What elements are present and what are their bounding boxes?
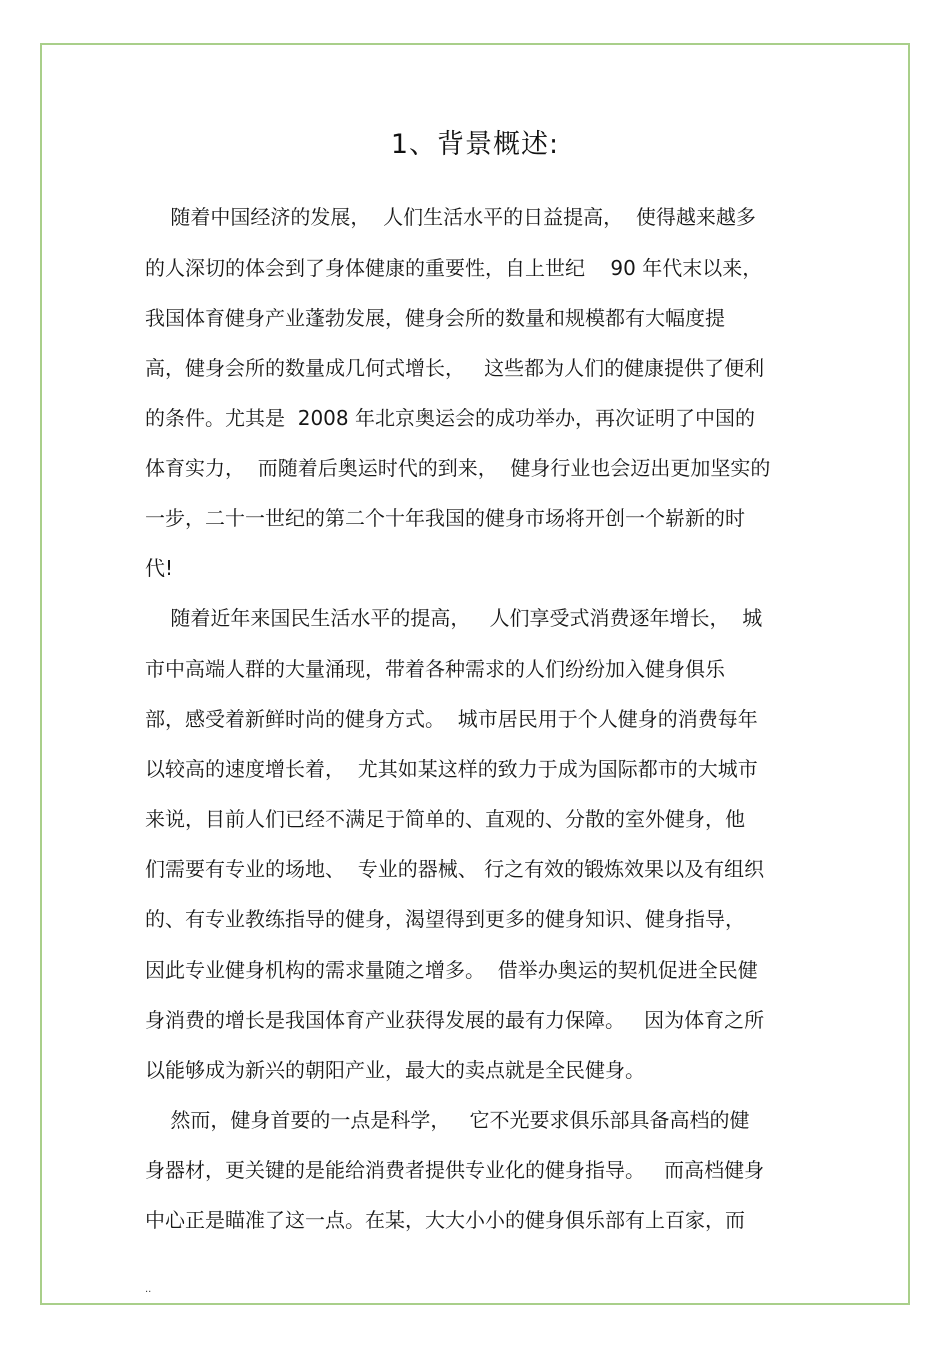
- paragraph-2-line-9: 身消费的增长是我国体育产业获得发展的最有力保障。 因为体育之所: [145, 1008, 765, 1032]
- paragraph-2-line-3: 部，感受着新鲜时尚的健身方式。 城市居民用于个人健身的消费每年: [145, 707, 758, 731]
- page-footer-mark: ..: [145, 1284, 152, 1295]
- paragraph-1-line-7: 一步，二十一世纪的第二个十年我国的健身市场将开创一个崭新的时: [145, 506, 745, 530]
- paragraph-1-line-1: 随着中国经济的发展， 人们生活水平的日益提高， 使得越来越多: [145, 205, 756, 229]
- paragraph-1-line-4: 高，健身会所的数量成几何式增长， 这些都为人们的健康提供了便利: [145, 356, 765, 380]
- paragraph-3-line-3: 中心正是瞄准了这一点。在某，大大小小的健身俱乐部有上百家，而: [145, 1208, 745, 1232]
- paragraph-2-line-4: 以较高的速度增长着， 尤其如某这样的致力于成为国际都市的大城市: [145, 757, 758, 781]
- paragraph-3-line-1: 然而，健身首要的一点是科学， 它不光要求俱乐部具备高档的健: [145, 1108, 750, 1132]
- paragraph-2-line-7: 的、有专业教练指导的健身，渴望得到更多的健身知识、健身指导，: [145, 907, 745, 931]
- section-heading: 1、背景概述:: [390, 129, 560, 160]
- paragraph-1-line-5: 的条件。尤其是 2008 年北京奥运会的成功举办，再次证明了中国的: [145, 406, 755, 430]
- paragraph-2-line-1: 随着近年来国民生活水平的提高， 人们享受式消费逐年增长， 城: [145, 606, 763, 630]
- paragraph-2-line-8: 因此专业健身机构的需求量随之增多。 借举办奥运的契机促进全民健: [145, 958, 758, 982]
- paragraph-3-line-2: 身器材，更关键的是能给消费者提供专业化的健身指导。 而高档健身: [145, 1158, 765, 1182]
- paragraph-2-line-2: 市中高端人群的大量涌现，带着各种需求的人们纷纷加入健身俱乐: [145, 657, 725, 681]
- paragraph-1-line-8: 代!: [145, 556, 174, 580]
- paragraph-2-line-10: 以能够成为新兴的朝阳产业，最大的卖点就是全民健身。: [145, 1058, 645, 1082]
- paragraph-1-line-3: 我国体育健身产业蓬勃发展，健身会所的数量和规模都有大幅度提: [145, 306, 725, 330]
- paragraph-1-line-6: 体育实力， 而随着后奥运时代的到来， 健身行业也会迈出更加坚实的: [145, 456, 771, 480]
- paragraph-2-line-6: 们需要有专业的场地、 专业的器械、 行之有效的锻炼效果以及有组织: [145, 857, 765, 881]
- paragraph-1-line-2: 的人深切的体会到了身体健康的重要性，自上世纪 90 年代末以来，: [145, 256, 763, 280]
- paragraph-2-line-5: 来说，目前人们已经不满足于简单的、直观的、分散的室外健身，他: [145, 807, 745, 831]
